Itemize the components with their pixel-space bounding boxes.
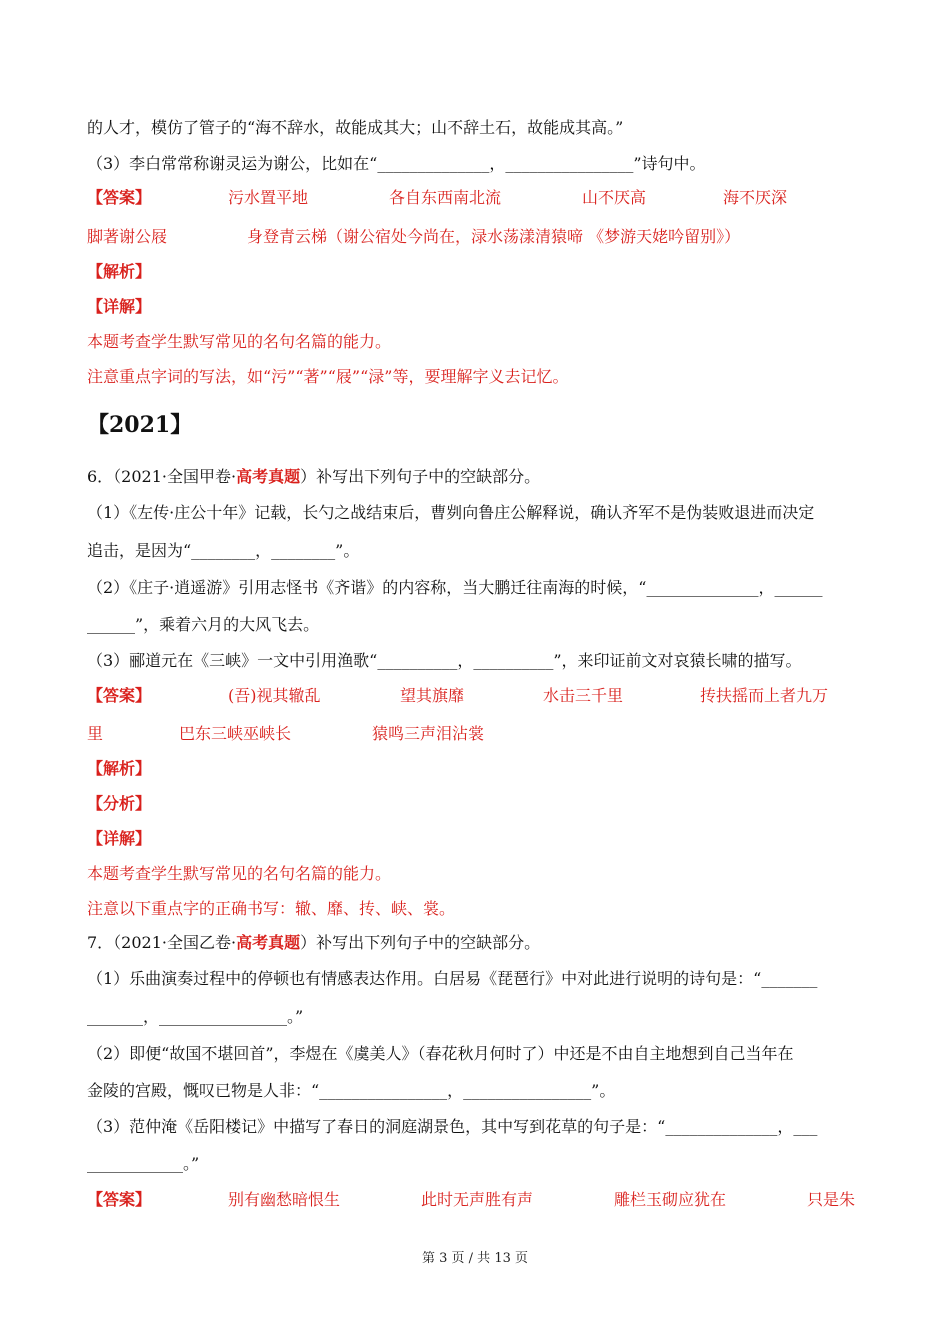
question-text: （3）范仲淹《岳阳楼记》中描写了春日的洞庭湖景色，其中写到花草的句子是：“______________，___ bbox=[87, 1117, 818, 1136]
answer-item: 水击三千里 bbox=[543, 686, 624, 705]
question-text: （1）《左传·庄公十年》记载，长勺之战结束后，曹刿向鲁庄公解释说，确认齐军不是伪装败退进而决定 bbox=[87, 503, 815, 522]
answer-item: 抟扶摇而上者九万 bbox=[700, 686, 829, 705]
question-7-heading: 7．（2021·全国乙卷·高考真题）补写出下列句子中的空缺部分。 bbox=[87, 933, 541, 952]
answer-item: 雕栏玉砌应犹在 bbox=[614, 1190, 727, 1209]
question-3: （3）李白常常称谢灵运为谢公，比如在“______________，________________”诗句中。 bbox=[87, 154, 706, 173]
answer-item: 此时无声胜有声 bbox=[421, 1190, 534, 1209]
analysis-label: 【解析】 bbox=[87, 262, 152, 281]
question-text: （1）乐曲演奏过程中的停顿也有情感表达作用。白居易《琵琶行》中对此进行说明的诗句是：“_______ bbox=[87, 969, 818, 988]
question-text: _______，________________。” bbox=[87, 1007, 304, 1026]
question-6-heading: 6．（2021·全国甲卷·高考真题）补写出下列句子中的空缺部分。 bbox=[87, 467, 541, 486]
analysis-label: 【分析】 bbox=[87, 794, 152, 813]
answer-item: 山不厌高 bbox=[582, 188, 647, 207]
answer-item: 污水置平地 bbox=[228, 188, 309, 207]
question-text: （3）郦道元在《三峡》一文中引用渔歌“__________，__________”，来印证前文对哀猿长啸的描写。 bbox=[87, 651, 802, 670]
detail-label: 【详解】 bbox=[87, 297, 152, 316]
answer-label: 【答案】 bbox=[87, 188, 152, 207]
question-text: （2）《庄子·逍遥游》引用志怪书《齐谐》的内容称，当大鹏迁往南海的时候，“______________，______ bbox=[87, 578, 823, 597]
answer-label: 【答案】 bbox=[87, 686, 152, 705]
section-year-heading: 【2021】 bbox=[87, 412, 193, 438]
answer-item: 猿鸣三声泪沾裳 bbox=[372, 724, 485, 743]
answer-item: 身登青云梯（谢公宿处今尚在，渌水荡漾清猿啼 《梦游天姥吟留别》） bbox=[247, 227, 741, 246]
answer-item: 里 bbox=[87, 724, 104, 743]
question-text: ____________。” bbox=[87, 1154, 200, 1173]
text-line: 的人才，模仿了管子的“海不辞水，故能成其大；山不辞土石，故能成其高。” bbox=[87, 118, 624, 137]
answer-item: (吾)视其辙乱 bbox=[228, 686, 321, 705]
question-text: （2）即便“故国不堪回首”，李煜在《虞美人》（春花秋月何时了）中还是不由自主地想到自己当年在 bbox=[87, 1044, 794, 1063]
explanation: 本题考查学生默写常见的名句名篇的能力。 bbox=[87, 332, 392, 351]
answer-item: 脚著谢公屐 bbox=[87, 227, 168, 246]
question-text: 金陵的宫殿，慨叹已物是人非：“________________，________________”。 bbox=[87, 1081, 616, 1100]
analysis-label: 【解析】 bbox=[87, 759, 152, 778]
answer-item: 望其旗靡 bbox=[400, 686, 465, 705]
answer-item: 海不厌深 bbox=[723, 188, 788, 207]
answer-item: 各自东西南北流 bbox=[389, 188, 502, 207]
detail-label: 【详解】 bbox=[87, 829, 152, 848]
explanation: 注意重点字词的写法，如“污”“著”“屐”“渌”等，要理解字义去记忆。 bbox=[87, 367, 569, 386]
page-footer: 第 3 页 / 共 13 页 bbox=[422, 1251, 528, 1266]
explanation: 注意以下重点字的正确书写：辙、靡、抟、峡、裳。 bbox=[87, 899, 456, 918]
answer-item: 别有幽愁暗恨生 bbox=[228, 1190, 341, 1209]
answer-label: 【答案】 bbox=[87, 1190, 152, 1209]
question-text: 追击，是因为“________，________”。 bbox=[87, 541, 360, 560]
question-text: ______”，乘着六月的大风飞去。 bbox=[87, 615, 320, 634]
explanation: 本题考查学生默写常见的名句名篇的能力。 bbox=[87, 864, 392, 883]
answer-item: 巴东三峡巫峡长 bbox=[179, 724, 292, 743]
answer-item: 只是朱 bbox=[807, 1190, 856, 1209]
